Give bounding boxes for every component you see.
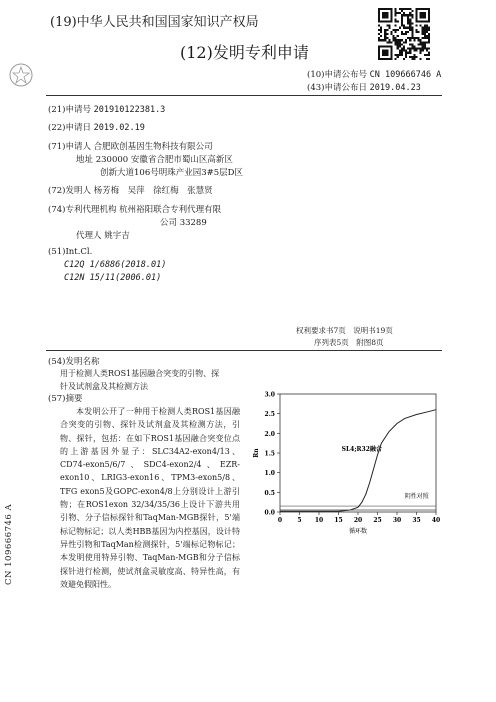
amplification-chart bbox=[248, 388, 444, 538]
invention-title-line1: 用于检测人类ROS1基因融合突变的引物、探 bbox=[60, 369, 220, 378]
office-name: (19)中华人民共和国国家知识产权局 bbox=[50, 15, 259, 30]
app-no-label: (21)申请号 bbox=[48, 105, 91, 115]
y-tick-label: 2.5 bbox=[264, 411, 275, 419]
x-tick-label: 5 bbox=[297, 517, 302, 524]
address-line2: 创新大道106号明珠产业园3#5层D区 bbox=[100, 168, 243, 178]
y-axis-label: Rn bbox=[253, 448, 260, 458]
agency-label: (74)专利代理机构 bbox=[48, 205, 117, 215]
pub-no: CN 109666746 A bbox=[369, 70, 442, 80]
x-tick-label: 30 bbox=[392, 517, 402, 524]
document-type: (12)发明专利申请 bbox=[180, 43, 309, 62]
y-tick-label: 1.0 bbox=[264, 470, 275, 478]
x-tick-label: 35 bbox=[412, 517, 421, 524]
series-label-negative: 阴性对照 bbox=[404, 493, 429, 501]
agent-label: 代理人 bbox=[76, 231, 102, 241]
agency-line2: 公司 33289 bbox=[160, 218, 207, 228]
x-tick-label: 25 bbox=[373, 517, 382, 524]
inventors: 杨芳梅 吴萍 徐红梅 张慧贤 bbox=[93, 186, 213, 196]
x-tick-label: 40 bbox=[431, 517, 441, 524]
x-tick-label: 10 bbox=[314, 517, 324, 524]
page-count-line2: 序列表5页 附图8页 bbox=[314, 338, 384, 347]
agency-line1: 杭州裕阳联合专利代理有限 bbox=[119, 205, 222, 215]
inventors-row bbox=[48, 184, 213, 196]
x-tick-label: 20 bbox=[353, 517, 363, 524]
pub-no-label: (10)申请公布号 bbox=[307, 70, 367, 80]
y-tick-label: 2.0 bbox=[264, 430, 275, 438]
abstract-label: (57)摘要 bbox=[48, 394, 83, 404]
application-number-row bbox=[48, 103, 165, 115]
pub-date-label: (43)申请公布日 bbox=[307, 83, 367, 93]
pub-date-row bbox=[307, 81, 421, 93]
series-label-fusion: SL4;R32融合 bbox=[341, 446, 382, 454]
applicant: 合肥欧创基因生物科技有限公司 bbox=[93, 142, 213, 152]
application-date-row bbox=[48, 121, 145, 133]
qr-code bbox=[378, 8, 430, 60]
title-label: (54)发明名称 bbox=[48, 357, 100, 367]
inventors-label: (72)发明人 bbox=[48, 186, 91, 196]
y-tick-label: 0.5 bbox=[264, 489, 275, 497]
x-axis-label: 循环数 bbox=[348, 528, 368, 535]
app-date: 2019.02.19 bbox=[93, 123, 145, 133]
ipc-label: (51)Int.Cl. bbox=[48, 247, 93, 257]
applicant-row bbox=[48, 140, 213, 152]
app-no: 201910122381.3 bbox=[93, 105, 166, 115]
ipc-class-2: C12N 15/11(2006.01) bbox=[64, 273, 162, 283]
address-row bbox=[76, 153, 233, 165]
agency-row bbox=[48, 203, 221, 215]
y-tick-label: 0.0 bbox=[264, 509, 275, 517]
app-date-label: (22)申请日 bbox=[48, 123, 91, 133]
header-divider bbox=[46, 95, 442, 96]
side-publication-code: CN 109666746 A bbox=[4, 503, 14, 585]
body-divider bbox=[46, 350, 442, 351]
x-tick-label: 15 bbox=[334, 517, 343, 524]
emblem-icon bbox=[8, 62, 34, 88]
address-line1: 230000 安徽省合肥市蜀山区高新区 bbox=[95, 155, 233, 165]
x-tick-label: 0 bbox=[277, 517, 283, 524]
y-tick-label: 1.5 bbox=[264, 450, 275, 458]
address-label: 地址 bbox=[76, 155, 94, 165]
applicant-label: (71)申请人 bbox=[48, 142, 91, 152]
y-tick-label: 3.0 bbox=[264, 391, 275, 399]
invention-title-line2: 针及试剂盒及其检测方法 bbox=[60, 382, 148, 391]
page-count-line1: 权利要求书7页 说明书19页 bbox=[296, 326, 393, 335]
agent-row bbox=[76, 229, 130, 241]
ipc-class-1: C12Q 1/6886(2018.01) bbox=[64, 260, 167, 270]
agent: 姚宇吉 bbox=[104, 231, 130, 241]
pub-no-row bbox=[307, 68, 441, 80]
abstract-text: 本发明公开了一种用于检测人类ROS1基因融合突变的引物、探针及试剂盒及其检测方法，引物、探针，包括：在如下ROS1基因融合突变位点的上游基因外显子：SLC34A2-exon4/13、CD74-exon5/6/7、SDC4-exon2/4、EZR-exon10、LRIG3-exon16、TPM3-exon5/8、TFG exon5及GOPC-exon4/8上分别设计上游引物；在ROS1exon 32/34/35/36上设计下游共用引物、分子信标探针和TaqMan-MGB探针，5'端标记物标记；以人类HBB基因为内控基因，设计特异性引物和TaqMan检测探针，5'端标记物标记；本发明使用特异引物、TaqMan-MGB和分子信标探针进行检测，使试剂盒灵敏度高、特异性高，有效避免假阳性。 bbox=[60, 407, 240, 589]
pub-date: 2019.04.23 bbox=[369, 83, 421, 93]
